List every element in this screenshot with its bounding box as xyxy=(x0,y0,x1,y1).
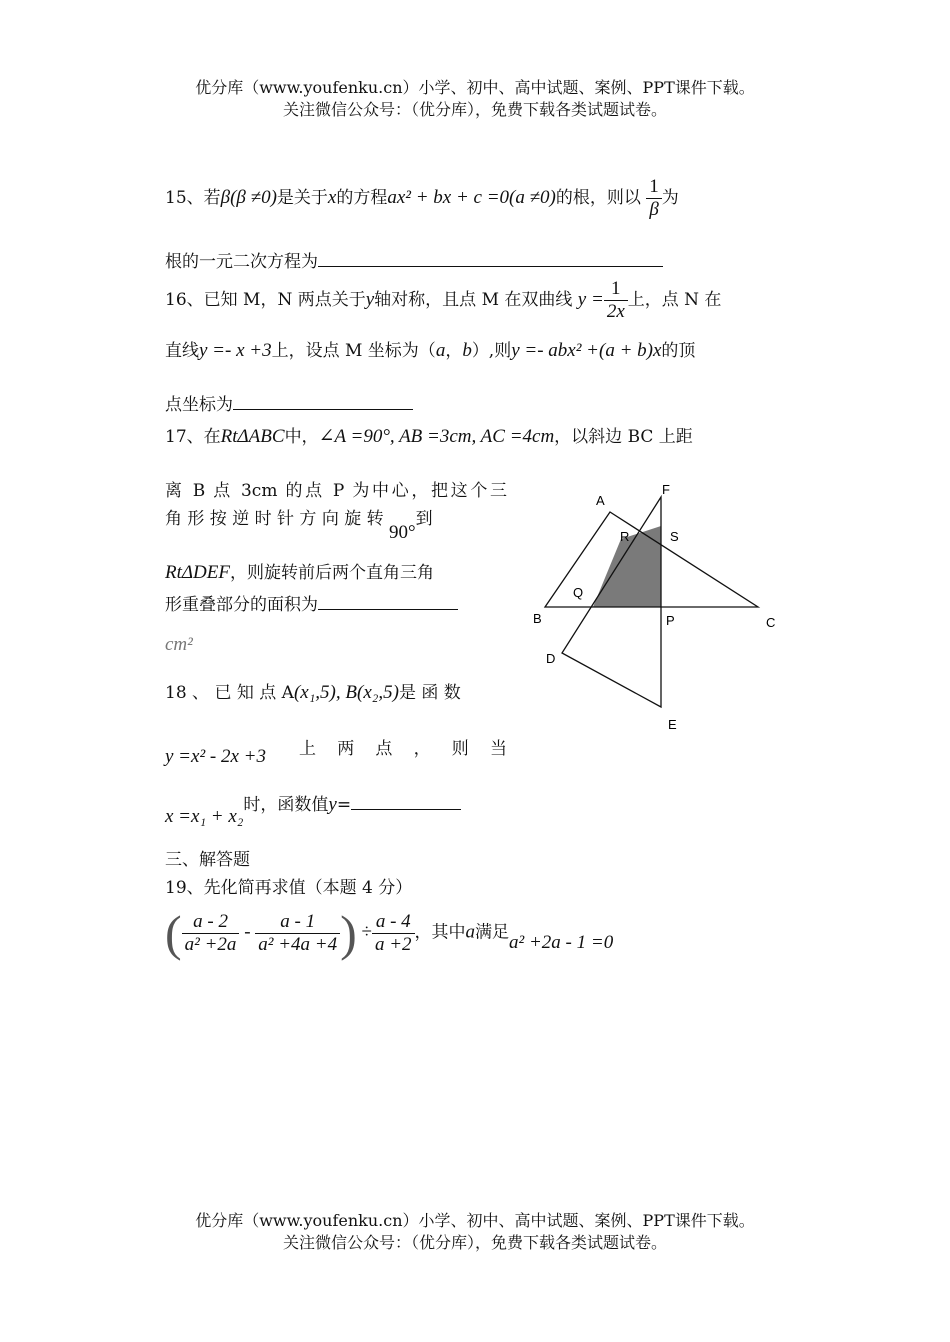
question-16-line-2: 直线y =- x +3上，设点 M 坐标为（a，b）,则y =- abx² +(a + b)x的顶 xyxy=(165,340,696,361)
page-footer xyxy=(0,1210,950,1254)
answer-blank-16[interactable] xyxy=(233,392,413,410)
question-17-line-2: 离 B 点 3cm 的点 P 为中心，把这个三 xyxy=(165,481,507,501)
q17-conditions: ∠A =90°, AB =3cm, AC =4cm xyxy=(318,426,555,447)
label-d: D xyxy=(546,651,556,666)
question-15: 15、若β(β ≠0)是关于x的方程ax² + bx + c =0(a ≠0)的根，则以 $\frac{1}{\beta}$ 为 xyxy=(165,176,679,220)
q19-fraction-2: $\frac{a - 1}{\text{a² +4a +4}}$ xyxy=(255,911,340,956)
question-17-unit: cm² xyxy=(165,634,193,655)
section-title: 三、解答题 xyxy=(165,850,250,870)
q15-fraction: $\frac{1}{\beta}$ xyxy=(646,176,662,221)
footer-line-2: 关注微信公众号：（优分库），免费下载各类试题试卷。 xyxy=(282,1233,667,1252)
q16-line-equation: y =- x +3 xyxy=(199,340,272,361)
q15-beta: β(β ≠0) xyxy=(220,187,277,208)
footer-line-1: 优分库（www.youfenku.cn）小学、初中、高中试题、案例、PPT课件下载。 xyxy=(195,1211,755,1230)
q16-hyperbola-fraction: $\frac{1}{2x}$ xyxy=(604,278,628,323)
question-17-line-5: 形重叠部分的面积为 xyxy=(165,590,458,615)
label-q: Q xyxy=(573,585,584,600)
header-line-2: 关注微信公众号：（优分库），免费下载各类试题试卷。 xyxy=(282,100,667,119)
question-18: 18 、 已 知 点 A(x₁,5), B(x₂,5)是 函 数 xyxy=(165,682,461,703)
q15-equation: ax² + bx + c =0(a ≠0) xyxy=(387,187,556,208)
question-18-line-2: y =x² - 2x +3 上 两 点 ， 则 当 xyxy=(165,739,507,767)
q19-fraction-1: $\frac{a - 2}{\text{a² +2a}}$ xyxy=(182,911,240,956)
question-16-line-3: 点坐标为 xyxy=(165,390,413,415)
answer-blank-17[interactable] xyxy=(318,592,458,610)
triangle-figure xyxy=(525,480,790,740)
question-17-line-4: RtΔDEF，则旋转前后两个直角三角 xyxy=(165,562,434,583)
question-18-line-3: x =x₁ + x₂时，函数值y= xyxy=(165,790,461,816)
q18-function: y =x² - 2x +3 xyxy=(165,746,266,767)
question-17: 17、在RtΔABC中，∠A =90°, AB =3cm, AC =4cm，以斜边 BC 上距 xyxy=(165,426,693,447)
page-header xyxy=(0,77,950,121)
answer-blank-15[interactable] xyxy=(318,249,663,267)
label-r: R xyxy=(620,529,630,544)
label-c: C xyxy=(766,615,776,630)
label-b: B xyxy=(533,611,542,626)
question-19-title: 19、先化简再求值（本题 4 分） xyxy=(165,878,413,898)
label-p: P xyxy=(666,613,675,628)
question-16: 16、已知 M，N 两点关于y轴对称，且点 M 在双曲线 y = $\frac{1}{2x}$ 上，点 N 在 xyxy=(165,278,722,322)
label-a: A xyxy=(596,493,605,508)
label-s: S xyxy=(670,529,679,544)
label-e: E xyxy=(668,717,677,732)
question-17-line-3: 角 形 按 逆 时 针 方 向 旋 转 90°到 xyxy=(165,509,433,543)
label-f: F xyxy=(662,482,670,497)
q18-points: (x₁,5), B(x₂,5) xyxy=(293,682,399,703)
q19-condition: a² +2a - 1 =0 xyxy=(509,931,614,953)
question-15-line-2: 根的一元二次方程为 xyxy=(165,247,663,272)
header-line-1: 优分库（www.youfenku.cn）小学、初中、高中试题、案例、PPT课件下载。 xyxy=(195,78,755,97)
question-19-expression: ( $\frac{a - 2}{\text{a² +2a}}$ - $\frac{a - 1}{\text{a² +4a +4}}$ ) ÷ $\frac{a - 4}{a +2}$ ，其中a满足a² +2a - 1 =0 xyxy=(165,905,614,961)
q19-fraction-3: $\frac{a - 4}{a +2}$ xyxy=(372,911,415,956)
answer-blank-18[interactable] xyxy=(351,792,461,810)
q16-parabola-equation: y =- abx² +(a + b)x xyxy=(511,340,662,361)
